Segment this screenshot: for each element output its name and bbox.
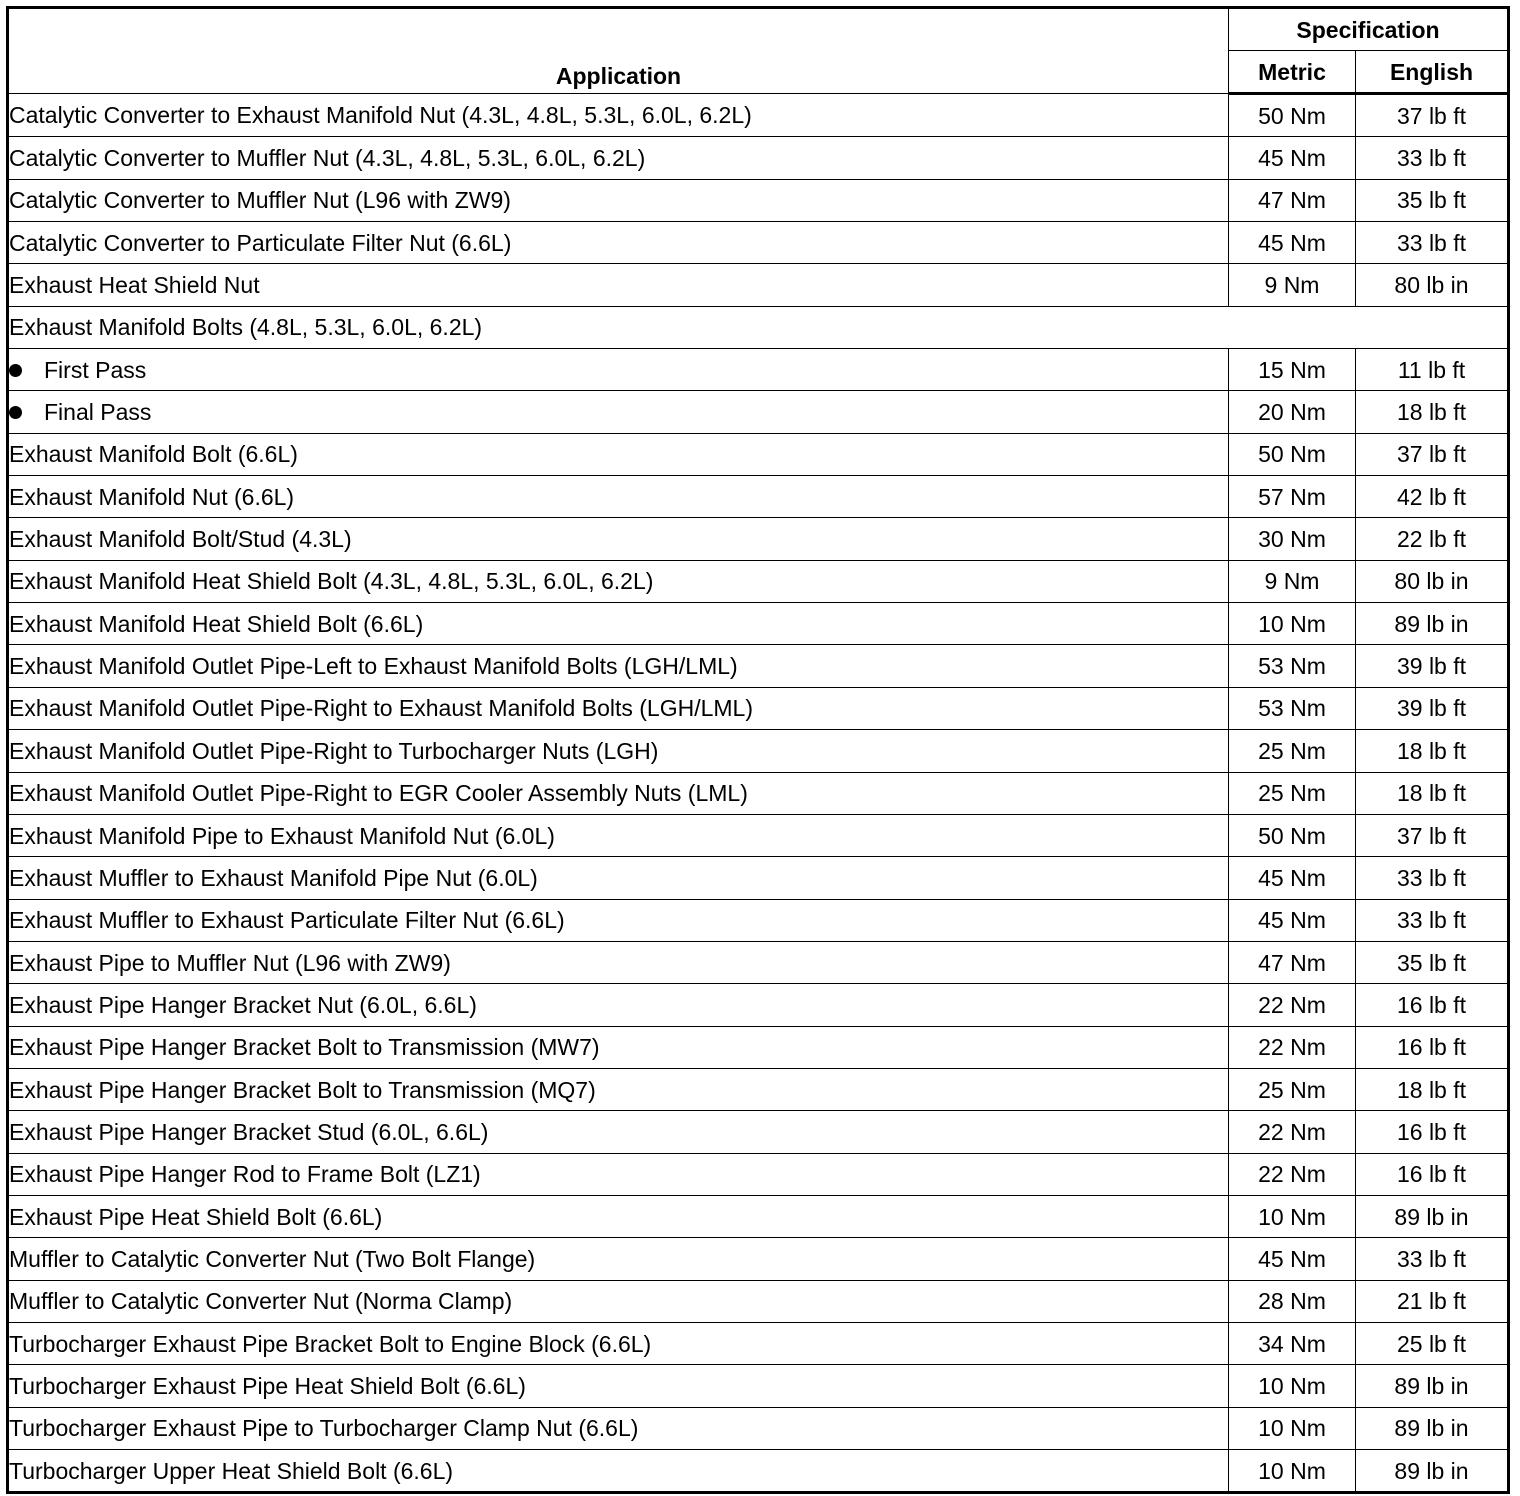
metric-value-cell: 20 Nm	[1229, 391, 1356, 433]
application-text: Exhaust Manifold Heat Shield Bolt (4.3L, 4.8L, 5.3L, 6.0L, 6.2L)	[9, 568, 654, 595]
table-row	[8, 222, 1509, 264]
application-cell	[8, 730, 1229, 772]
application-text: Exhaust Pipe Hanger Rod to Frame Bolt (LZ1)	[9, 1161, 481, 1188]
application-text: Exhaust Muffler to Exhaust Particulate Filter Nut (6.6L)	[9, 907, 565, 934]
application-text: Exhaust Heat Shield Nut	[9, 272, 260, 299]
english-value-cell: 89 lb in	[1356, 1365, 1509, 1407]
table-row	[8, 1365, 1509, 1407]
table-row	[8, 941, 1509, 983]
application-text: Muffler to Catalytic Converter Nut (Norma Clamp)	[9, 1288, 513, 1315]
metric-value-cell: 25 Nm	[1229, 1068, 1356, 1110]
table-row	[8, 94, 1509, 137]
table-row	[8, 179, 1509, 221]
application-cell	[8, 1026, 1229, 1068]
metric-value-cell: 53 Nm	[1229, 687, 1356, 729]
application-cell	[8, 687, 1229, 729]
table-header	[8, 8, 1509, 94]
application-cell	[8, 476, 1229, 518]
application-cell	[8, 179, 1229, 221]
metric-value-cell: 22 Nm	[1229, 984, 1356, 1026]
table-row	[8, 1280, 1509, 1322]
english-value-cell: 16 lb ft	[1356, 1111, 1509, 1153]
application-text: Turbocharger Exhaust Pipe to Turbocharger Clamp Nut (6.6L)	[9, 1415, 639, 1442]
application-text: Catalytic Converter to Exhaust Manifold Nut (4.3L, 4.8L, 5.3L, 6.0L, 6.2L)	[9, 102, 752, 129]
application-text: First Pass	[44, 356, 147, 383]
table-row	[8, 984, 1509, 1026]
table-row	[8, 772, 1509, 814]
application-text: Exhaust Muffler to Exhaust Manifold Pipe Nut (6.0L)	[9, 864, 538, 891]
english-value-cell: 16 lb ft	[1356, 1026, 1509, 1068]
english-value-cell: 89 lb in	[1356, 1407, 1509, 1449]
application-text: Muffler to Catalytic Converter Nut (Two Bolt Flange)	[9, 1245, 536, 1272]
metric-value-cell: 10 Nm	[1229, 1407, 1356, 1449]
metric-value-cell: 9 Nm	[1229, 560, 1356, 602]
application-text: Exhaust Pipe Hanger Bracket Bolt to Transmission (MW7)	[9, 1034, 600, 1061]
application-text: Turbocharger Exhaust Pipe Bracket Bolt to Engine Block (6.6L)	[9, 1330, 652, 1357]
english-value-cell: 37 lb ft	[1356, 814, 1509, 856]
table-row	[8, 433, 1509, 475]
application-text: Exhaust Manifold Nut (6.6L)	[9, 483, 295, 510]
english-value-cell: 16 lb ft	[1356, 1153, 1509, 1195]
application-text: Exhaust Pipe Hanger Bracket Bolt to Transmission (MQ7)	[9, 1076, 596, 1103]
specification-column-header: Specification	[1229, 8, 1509, 51]
application-cell	[8, 137, 1229, 179]
english-value-cell: 18 lb ft	[1356, 1068, 1509, 1110]
table-row	[8, 814, 1509, 856]
english-value-cell: 35 lb ft	[1356, 179, 1509, 221]
metric-value-cell: 28 Nm	[1229, 1280, 1356, 1322]
table-row	[8, 518, 1509, 560]
application-cell	[8, 899, 1229, 941]
application-cell	[8, 222, 1229, 264]
metric-value-cell: 45 Nm	[1229, 857, 1356, 899]
metric-value-cell: 53 Nm	[1229, 645, 1356, 687]
metric-value-cell: 10 Nm	[1229, 1365, 1356, 1407]
english-value-cell: 33 lb ft	[1356, 899, 1509, 941]
table-body	[8, 94, 1509, 1493]
english-value-cell: 21 lb ft	[1356, 1280, 1509, 1322]
application-text: Exhaust Pipe to Muffler Nut (L96 with ZW9)	[9, 949, 451, 976]
table-row	[8, 1153, 1509, 1195]
metric-value-cell: 10 Nm	[1229, 1450, 1356, 1493]
application-cell	[8, 814, 1229, 856]
table-row	[8, 349, 1509, 391]
table-row	[8, 857, 1509, 899]
application-text: Catalytic Converter to Muffler Nut (4.3L, 4.8L, 5.3L, 6.0L, 6.2L)	[9, 145, 646, 172]
english-value-cell: 35 lb ft	[1356, 941, 1509, 983]
english-value-cell: 18 lb ft	[1356, 730, 1509, 772]
metric-value-cell: 50 Nm	[1229, 433, 1356, 475]
bullet-icon	[9, 406, 22, 419]
english-column-header: English	[1356, 51, 1509, 94]
metric-value-cell: 9 Nm	[1229, 264, 1356, 306]
english-value-cell: 11 lb ft	[1356, 349, 1509, 391]
table-row	[8, 1195, 1509, 1237]
application-cell	[8, 349, 1229, 391]
table-row	[8, 1068, 1509, 1110]
application-cell	[8, 1238, 1229, 1280]
application-cell	[8, 560, 1229, 602]
metric-value-cell: 10 Nm	[1229, 1195, 1356, 1237]
application-cell	[8, 1153, 1229, 1195]
table-row	[8, 645, 1509, 687]
metric-value-cell: 22 Nm	[1229, 1153, 1356, 1195]
application-cell	[8, 306, 1509, 348]
application-text: Exhaust Manifold Bolt/Stud (4.3L)	[9, 526, 352, 553]
table-row	[8, 603, 1509, 645]
application-cell	[8, 1365, 1229, 1407]
application-text: Exhaust Manifold Outlet Pipe-Right to Exhaust Manifold Bolts (LGH/LML)	[9, 695, 754, 722]
application-text: Exhaust Manifold Bolt (6.6L)	[9, 441, 298, 468]
english-value-cell: 42 lb ft	[1356, 476, 1509, 518]
english-value-cell: 37 lb ft	[1356, 433, 1509, 475]
application-cell	[8, 857, 1229, 899]
application-cell	[8, 603, 1229, 645]
english-value-cell: 16 lb ft	[1356, 984, 1509, 1026]
table-row	[8, 1111, 1509, 1153]
application-cell	[8, 1111, 1229, 1153]
table-row	[8, 560, 1509, 602]
english-value-cell: 18 lb ft	[1356, 772, 1509, 814]
english-value-cell: 89 lb in	[1356, 1195, 1509, 1237]
application-text: Exhaust Manifold Pipe to Exhaust Manifold Nut (6.0L)	[9, 822, 555, 849]
metric-value-cell: 45 Nm	[1229, 1238, 1356, 1280]
application-text: Catalytic Converter to Muffler Nut (L96 with ZW9)	[9, 187, 511, 214]
application-text: Exhaust Manifold Outlet Pipe-Left to Exhaust Manifold Bolts (LGH/LML)	[9, 653, 738, 680]
metric-value-cell: 45 Nm	[1229, 137, 1356, 179]
english-value-cell: 25 lb ft	[1356, 1322, 1509, 1364]
application-cell	[8, 1280, 1229, 1322]
table-row	[8, 687, 1509, 729]
application-cell	[8, 1322, 1229, 1364]
metric-value-cell: 25 Nm	[1229, 730, 1356, 772]
metric-value-cell: 10 Nm	[1229, 603, 1356, 645]
application-text: Exhaust Manifold Outlet Pipe-Right to Turbocharger Nuts (LGH)	[9, 737, 659, 764]
english-value-cell: 89 lb in	[1356, 603, 1509, 645]
application-column-header: Application	[8, 8, 1229, 94]
application-cell	[8, 984, 1229, 1026]
metric-column-header: Metric	[1229, 51, 1356, 94]
table-row	[8, 137, 1509, 179]
table-row	[8, 391, 1509, 433]
metric-value-cell: 25 Nm	[1229, 772, 1356, 814]
application-cell	[8, 94, 1229, 137]
application-text: Catalytic Converter to Particulate Filter Nut (6.6L)	[9, 229, 512, 256]
english-value-cell: 37 lb ft	[1356, 94, 1509, 137]
table-row	[8, 1026, 1509, 1068]
metric-value-cell: 45 Nm	[1229, 899, 1356, 941]
english-value-cell: 18 lb ft	[1356, 391, 1509, 433]
application-text: Exhaust Pipe Hanger Bracket Nut (6.0L, 6.6L)	[9, 991, 477, 1018]
metric-value-cell: 47 Nm	[1229, 941, 1356, 983]
application-cell	[8, 1450, 1229, 1493]
application-cell	[8, 391, 1229, 433]
metric-value-cell: 30 Nm	[1229, 518, 1356, 560]
metric-value-cell: 50 Nm	[1229, 814, 1356, 856]
english-value-cell: 39 lb ft	[1356, 687, 1509, 729]
metric-value-cell: 34 Nm	[1229, 1322, 1356, 1364]
table-row	[8, 899, 1509, 941]
table-row	[8, 1407, 1509, 1449]
application-text: Exhaust Pipe Hanger Bracket Stud (6.0L, 6.6L)	[9, 1118, 489, 1145]
table-row	[8, 264, 1509, 306]
english-value-cell: 80 lb in	[1356, 560, 1509, 602]
application-text: Exhaust Pipe Heat Shield Bolt (6.6L)	[9, 1203, 383, 1230]
english-value-cell: 39 lb ft	[1356, 645, 1509, 687]
english-value-cell: 33 lb ft	[1356, 1238, 1509, 1280]
application-text: Exhaust Manifold Outlet Pipe-Right to EGR Cooler Assembly Nuts (LML)	[9, 780, 748, 807]
application-cell	[8, 772, 1229, 814]
application-text: Turbocharger Exhaust Pipe Heat Shield Bolt (6.6L)	[9, 1372, 526, 1399]
table-row	[8, 730, 1509, 772]
table-row	[8, 1238, 1509, 1280]
application-text: Turbocharger Upper Heat Shield Bolt (6.6L)	[9, 1457, 454, 1484]
application-cell	[8, 1407, 1229, 1449]
english-value-cell: 33 lb ft	[1356, 222, 1509, 264]
application-cell	[8, 1195, 1229, 1237]
application-cell	[8, 1068, 1229, 1110]
english-value-cell: 89 lb in	[1356, 1450, 1509, 1493]
application-cell	[8, 645, 1229, 687]
torque-spec-table	[6, 6, 1510, 1494]
table-row	[8, 1322, 1509, 1364]
metric-value-cell: 50 Nm	[1229, 94, 1356, 137]
bullet-icon	[9, 364, 22, 377]
metric-value-cell: 22 Nm	[1229, 1026, 1356, 1068]
table-row	[8, 1450, 1509, 1493]
application-text: Exhaust Manifold Heat Shield Bolt (6.6L)	[9, 610, 424, 637]
application-cell	[8, 264, 1229, 306]
english-value-cell: 80 lb in	[1356, 264, 1509, 306]
table-row	[8, 306, 1509, 348]
application-cell	[8, 433, 1229, 475]
english-value-cell: 33 lb ft	[1356, 137, 1509, 179]
english-value-cell: 33 lb ft	[1356, 857, 1509, 899]
metric-value-cell: 15 Nm	[1229, 349, 1356, 391]
application-text: Exhaust Manifold Bolts (4.8L, 5.3L, 6.0L, 6.2L)	[9, 314, 483, 341]
header-row-top	[8, 8, 1509, 51]
metric-value-cell: 22 Nm	[1229, 1111, 1356, 1153]
application-text: Final Pass	[44, 399, 152, 426]
metric-value-cell: 57 Nm	[1229, 476, 1356, 518]
application-cell	[8, 941, 1229, 983]
english-value-cell: 22 lb ft	[1356, 518, 1509, 560]
application-cell	[8, 518, 1229, 560]
table-row	[8, 476, 1509, 518]
metric-value-cell: 47 Nm	[1229, 179, 1356, 221]
metric-value-cell: 45 Nm	[1229, 222, 1356, 264]
